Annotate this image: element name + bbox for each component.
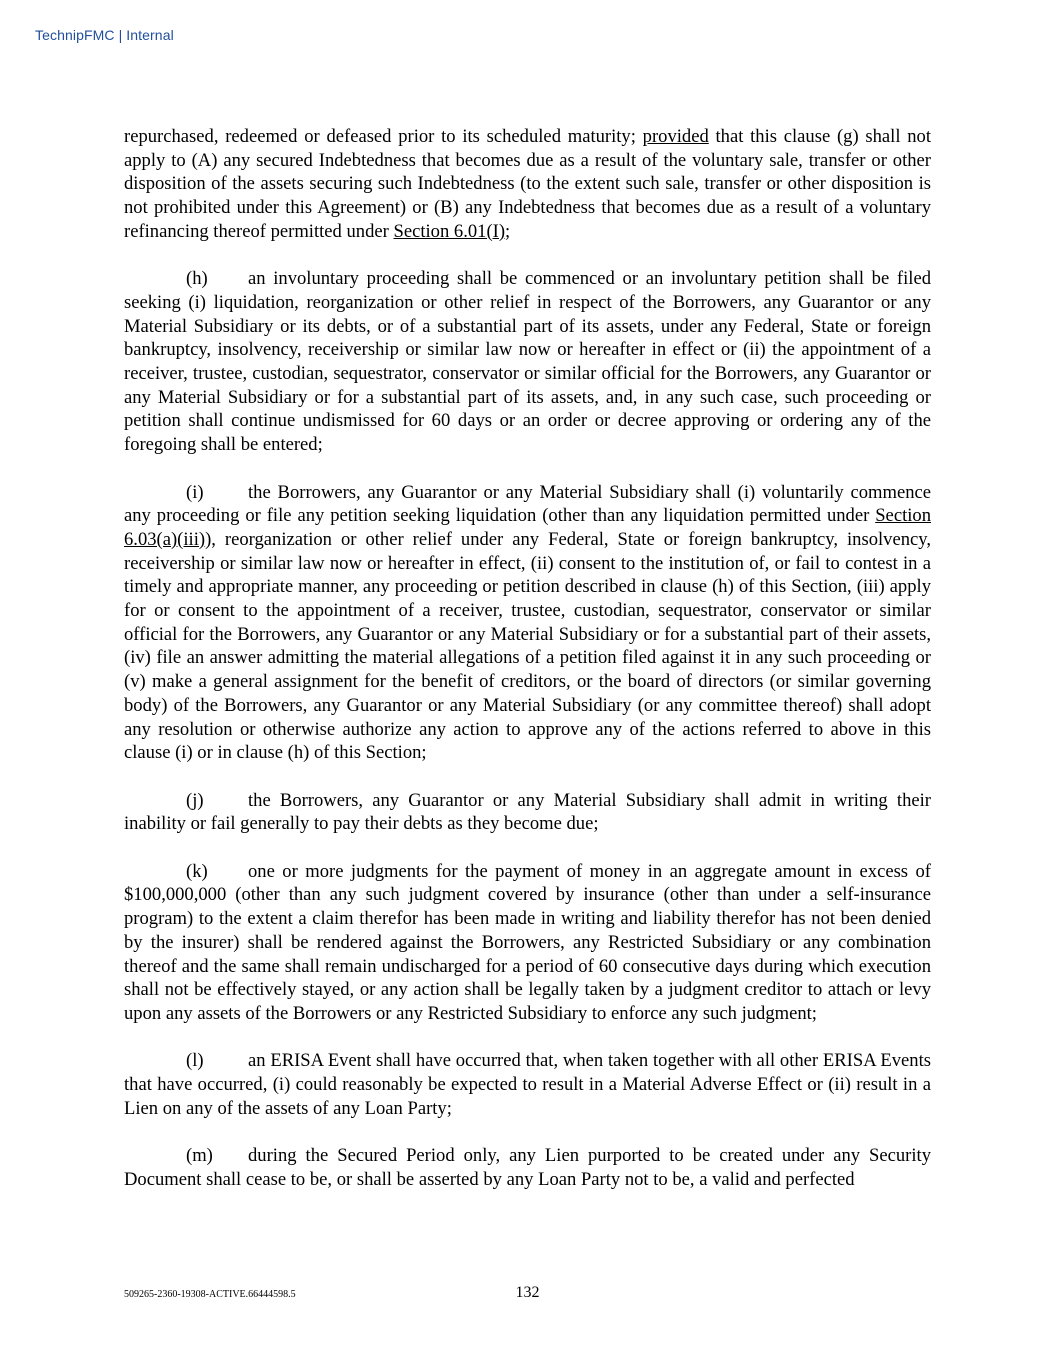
clause-g-continuation (124, 125, 931, 244)
clause-l (124, 1049, 931, 1120)
clause-l-text: an ERISA Event shall have occurred that, when taken together with all other ERISA Events that have occurred, (i) could reasonably be expected to result in a Material Adverse Effect or (ii) result in a Lien on any of the assets of any Loan Party; (124, 1050, 931, 1119)
clause-k-label: (k) (186, 860, 208, 882)
clause-k-text: one or more judgments for the payment of money in an aggregate amount in excess of $100,000,000 (other than any such judgment covered by insurance (other than under a self-insurance program) to the extent a claim therefor has been made in writing and liability therefor has not been denied by the insurer) shall be rendered against the Borrowers, any Restricted Subsidiary or any combination thereof and the same shall remain undischarged for a period of 60 consecutive days during which execution shall not be effectively stayed, or any action shall be legally taken by a judgment creditor to attach or levy upon any assets of the Borrowers or any Restricted Subsidiary to enforce any such judgment; (124, 860, 931, 1024)
provided-term: provided (642, 126, 709, 147)
clause-i-text-b: ), reorganization or other relief under any Federal, State or foreign bankruptcy, insolvency, receivership or similar law now or hereafter in effect, (ii) consent to the institution of, or fail to contest in a timely and appropriate manner, any proceeding or petition described in clause (h) of this Section, (iii) apply for or consent to the appointment of a receiver, trustee, custodian, sequestrator, conservator or similar official for the Borrowers, any Guarantor or any Material Subsidiary or for a substantial part of their assets, (iv) file an answer admitting the material allegations of a petition filed against it in any such proceeding or (v) make a general assignment for the benefit of creditors, or the board of directors (or similar governing body) of the Borrowers, any Guarantor or any Material Subsidiary (or any committee thereof) shall adopt any resolution or otherwise authorize any action to approve any of the actions referred to above in this clause (i) or in clause (h) of this Section; (124, 528, 931, 764)
clause-i (124, 481, 931, 765)
clause-h (124, 267, 931, 457)
document-id: 509265-2360-19308-ACTIVE.66444598.5 (124, 1289, 296, 1300)
clause-i-label: (i) (186, 481, 204, 503)
clause-j-text: the Borrowers, any Guarantor or any Material Subsidiary shall admit in writing their inability or fail generally to pay their debts as they become due; (124, 789, 931, 835)
clause-j-label: (j) (186, 789, 204, 811)
clause-m-label: (m) (186, 1145, 213, 1167)
classification-label: TechnipFMC | Internal (35, 27, 174, 43)
clause-k (124, 860, 931, 1026)
clause-g-text-b: that this clause (g) shall not apply to (A) any secured Indebtedness that becomes due as a result of the voluntary sale, transfer or other disposition of the assets securing such Indebtedness (to the extent such sale, transfer or other disposition is not prohibited under this Agreement) or (B) any Indebtedness that becomes due as a result of a voluntary refinancing thereof permitted under (124, 126, 931, 242)
clause-g-text-a: repurchased, redeemed or defeased prior to its scheduled maturity; (124, 126, 643, 147)
clause-m (124, 1144, 931, 1191)
clause-j (124, 789, 931, 836)
clause-i-text-a: the Borrowers, any Guarantor or any Material Subsidiary shall (i) voluntarily commence any proceeding or file any petition seeking liquidation (other than any liquidation permitted under (124, 481, 931, 527)
clause-g-text-c: ; (505, 220, 511, 242)
clause-h-text: an involuntary proceeding shall be commenced or an involuntary petition shall be filed seeking (i) liquidation, reorganization or other relief in respect of the Borrowers, any Guarantor or any Material Subsidiary or its debts, or of a substantial part of its assets, under any Federal, State or foreign bankruptcy, insolvency, receivership or similar law now or hereafter in effect or (ii) the appointment of a receiver, trustee, custodian, sequestrator, conservator or similar official for the Borrowers, any Guarantor or any Material Subsidiary or for a substantial part of its assets, and, in any such case, such proceeding or petition shall continue undismissed for 60 days or an order or decree approving or ordering any of the foregoing shall be entered; (124, 268, 931, 456)
section-reference-6-03: Section 6.03(a)(iii) (124, 505, 931, 550)
clause-h-label: (h) (186, 268, 208, 290)
clause-l-label: (l) (186, 1050, 204, 1072)
page-number: 132 (515, 1284, 540, 1301)
clause-m-text: during the Secured Period only, any Lien purported to be created under any Security Document shall cease to be, or shall be asserted by any Loan Party not to be, a valid and perfected (124, 1145, 931, 1190)
document-body (124, 125, 931, 1215)
section-reference-6-01-i: Section 6.01(I) (393, 220, 506, 242)
